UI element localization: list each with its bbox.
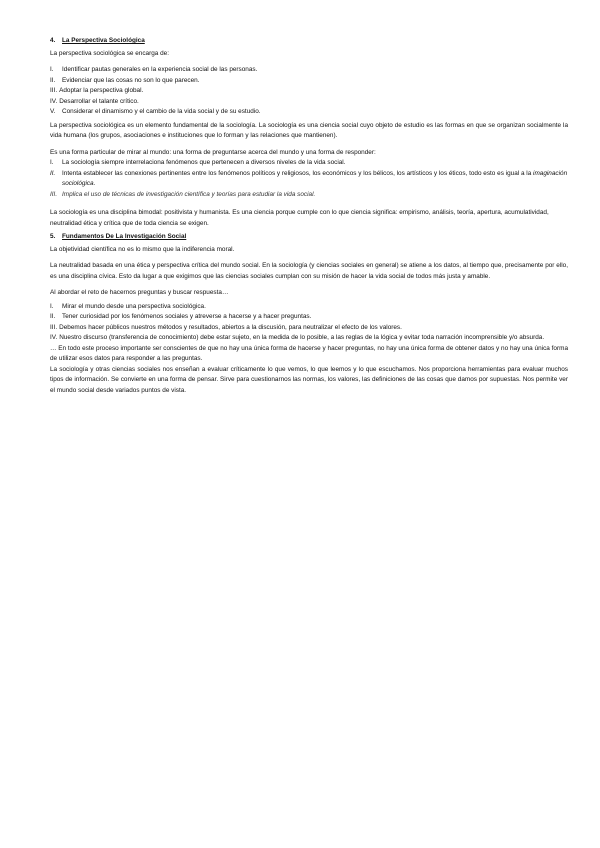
list-item: III. Debemos hacer públicos nuestros métodos y resultados, abiertos a la discusión, para neutralizar el efecto de los valores. — [50, 323, 402, 331]
list-item: II. Evidenciar que las cosas no son lo que parecen. — [50, 76, 200, 84]
document-page — [50, 36, 568, 396]
paragraph: … En todo este proceso importante ser conscientes de que no hay una única forma de hacerse y hacer preguntas, no hay una única forma de obtener datos y no hay una única forma de utilizar esos datos para responder a las preguntas. — [50, 344, 568, 362]
section-title: La Perspectiva Sociológica — [62, 37, 145, 44]
section-number: 5. — [50, 233, 56, 240]
list-item: V. Considerar el dinamismo y el cambio de la vida social y de su estudio. — [50, 108, 261, 115]
paragraph: La sociología y otras ciencias sociales nos enseñan a evaluar críticamente lo que vemos, lo que leemos y lo que escuchamos. Nos proporciona herramientas para evaluar muchos tipos de información. Se convierte en una forma de pensar. Sirve para cuestionarnos las normas, los valores, las definiciones de las cosas que damos por supuestas. Nos permite ver el mundo social desde variados puntos de vista. — [50, 365, 568, 394]
list-item: I. Identificar pautas generales en la experiencia social de las personas. — [50, 66, 258, 73]
paragraph: La neutralidad basada en una ética y perspectiva crítica del mundo social. En la sociología (y ciencias sociales en general) se atiene a los datos, al tiempo que, precisamente por ello, es una disciplina cívica. Esto da lugar a que exigimos que las ciencias sociales cumplan con su misión de hacer la vida social de todos más justa y amable. — [50, 262, 568, 280]
list-item: IV. Nuestro discurso (transferencia de conocimiento) debe estar sujeto, en la medida de lo posible, a las reglas de la lógica y evitar toda narración incomprensible y/o absurda. — [50, 334, 545, 341]
list-item: I. Mirar el mundo desde una perspectiva sociológica. — [50, 302, 206, 310]
section-title: Fundamentos De La Investigación Social — [62, 233, 187, 240]
list-item: IV. Desarrollar el talante crítico. — [50, 97, 139, 105]
list-item: III. Implica el uso de técnicas de investigación científica y teorías para estudiar la vida social. — [50, 190, 316, 198]
paragraph: Al abordar el reto de hacernos preguntas y buscar respuesta… — [50, 289, 229, 296]
section-5-heading — [50, 232, 568, 243]
list-item: II. Tener curiosidad por los fenómenos sociales y atreverse a hacerse y a hacer preguntas. — [50, 313, 312, 320]
list-item: III. Adoptar la perspectiva global. — [50, 87, 144, 94]
paragraph: La objetividad científica no es lo mismo que la indiferencia moral. — [50, 245, 235, 253]
section-4-intro: La perspectiva sociológica se encarga de: — [50, 49, 170, 57]
section-number: 4. — [50, 37, 56, 44]
paragraph: Es una forma particular de mirar al mundo: una forma de preguntarse acerca del mundo y una forma de responder: — [50, 148, 376, 156]
paragraph: La perspectiva sociológica es un elemento fundamental de la sociología. La sociología es una ciencia social cuyo objeto de estudio es las formas en que se organizan socialmente la vida humana (los grupos, asociaciones e instituciones que lo forman y las relaciones que mantienen). — [50, 121, 568, 139]
list-item: II. Intenta establecer las conexiones pertinentes entre los fenómenos políticos y religiosos, los económicos y los bélicos, los artísticos y los éticos, todo esto es igual a la imaginación sociológica. — [50, 169, 568, 187]
paragraph: La sociología es una disciplina bimodal: positivista y humanista. Es una ciencia porque cumple con lo que ciencia significa: empirismo, análisis, teoría, apertura, acumulatividad, neutralidad ética y crítica que de toda ciencia se exigen. — [50, 209, 549, 227]
section-4-heading — [50, 36, 568, 47]
list-item: I. La sociología siempre interrelaciona fenómenos que pertenecen a diversos niveles de la vida social. — [50, 159, 346, 166]
